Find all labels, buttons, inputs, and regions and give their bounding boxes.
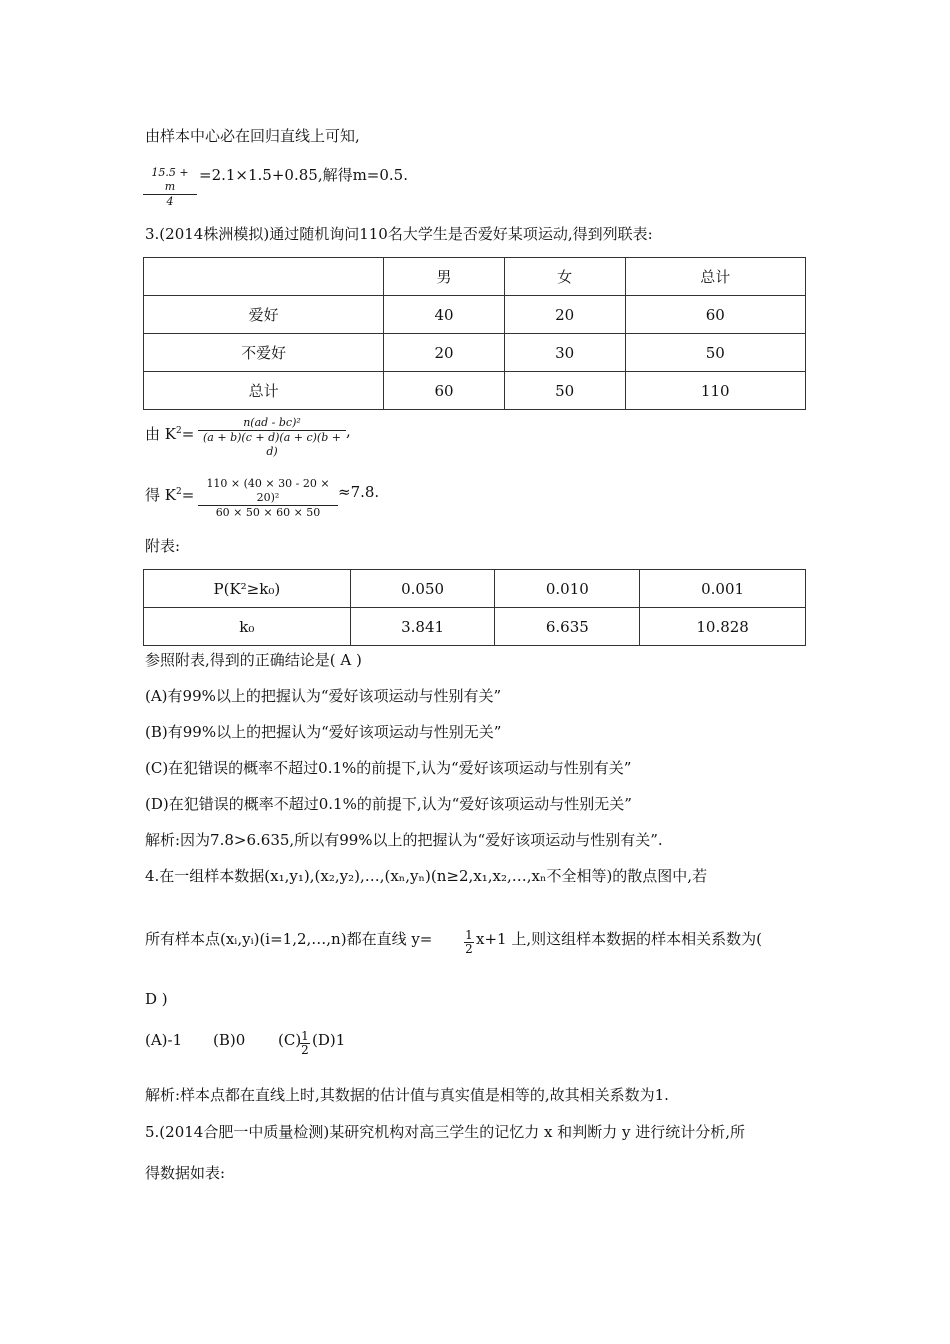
formula2-fraction [198, 477, 338, 520]
fraction-denominator: 4 [166, 195, 174, 208]
fraction-half-option [300, 1030, 310, 1057]
table-cell: 110 [625, 372, 806, 410]
table-cell: 20 [504, 296, 625, 334]
table-cell: 不爱好 [144, 334, 384, 372]
formula1-prefix [145, 421, 194, 444]
q4-line2a: 所有样本点(xᵢ,yᵢ)(i=1,2,…,n)都在直线 y= [145, 930, 433, 948]
formula1-fraction [198, 416, 346, 459]
q3-question: 参照附表,得到的正确结论是( A ) [145, 651, 362, 669]
fraction-numerator: 1 [465, 928, 473, 942]
table-cell: 男 [384, 258, 505, 296]
q3-title: 3.(2014株洲模拟)通过随机询问110名大学生是否爱好某项运动,得到列联表: [145, 225, 653, 243]
table-row [144, 334, 806, 372]
fraction-half [464, 929, 474, 956]
table-cell: 0.050 [350, 570, 495, 608]
formula1-sup: 2 [175, 426, 182, 436]
formula2-sup: 2 [175, 487, 182, 497]
table-cell: 50 [625, 334, 806, 372]
fraction-denominator: (a + b)(c + d)(a + c)(b + d) [203, 431, 341, 458]
q4-line3: D ) [145, 990, 168, 1008]
q4-option-d: (D)1 [312, 1031, 346, 1049]
q4-line2b: x+1 上,则这组样本数据的样本相关系数为( [476, 930, 762, 948]
table-cell: 20 [384, 334, 505, 372]
fraction-denominator: 2 [301, 1043, 309, 1057]
formula2-eq: = [181, 486, 195, 504]
table-cell: 女 [504, 258, 625, 296]
q4-line1: 4.在一组样本数据(x₁,y₁),(x₂,y₂),…,(xₙ,yₙ)(n≥2,x₁,x₂,…,xₙ不全相等)的散点图中,若 [145, 867, 708, 885]
table-cell: 总计 [625, 258, 806, 296]
intro-line: 由样本中心必在回归直线上可知, [145, 127, 360, 145]
appendix-label: 附表: [145, 537, 181, 555]
fraction-denominator: 2 [465, 942, 473, 956]
q5-line1: 5.(2014合肥一中质量检测)某研究机构对高三学生的记忆力 x 和判断力 y 进行统计分析,所 [145, 1123, 745, 1141]
formula1-k: 由 K [145, 425, 176, 443]
fraction-denominator: 60 × 50 × 60 × 50 [215, 506, 321, 519]
table-cell: 60 [384, 372, 505, 410]
table-cell: 0.010 [495, 570, 640, 608]
option-c: (C)在犯错误的概率不超过0.1%的前提下,认为“爱好该项运动与性别有关” [145, 759, 632, 777]
table-cell: 6.635 [495, 608, 640, 646]
table-row [144, 608, 806, 646]
q4-option-c: (C) [278, 1031, 302, 1049]
fraction-numerator: 15.5 + m [151, 166, 189, 193]
table-cell: 40 [384, 296, 505, 334]
table-cell: 30 [504, 334, 625, 372]
fraction-numerator: n(ad - bc)² [243, 416, 301, 429]
option-d: (D)在犯错误的概率不超过0.1%的前提下,认为“爱好该项运动与性别无关” [145, 795, 632, 813]
table-cell: k₀ [144, 608, 351, 646]
table-cell: 60 [625, 296, 806, 334]
table-header-row [144, 258, 806, 296]
table-cell: P(K²≥k₀) [144, 570, 351, 608]
q4-option-b: (B)0 [213, 1031, 246, 1049]
fraction-numerator: 110 × (40 × 30 - 20 × 20)² [206, 477, 330, 504]
q5-line2: 得数据如表: [145, 1164, 226, 1182]
table-cell: 爱好 [144, 296, 384, 334]
table-cell: 50 [504, 372, 625, 410]
formula1-suffix: , [346, 422, 351, 440]
q4-analysis: 解析:样本点都在直线上时,其数据的估计值与真实值是相等的,故其相关系数为1. [145, 1086, 669, 1104]
formula2-suffix: ≈7.8. [338, 483, 380, 501]
table-row [144, 570, 806, 608]
table-cell: 总计 [144, 372, 384, 410]
formula1-eq: = [181, 425, 195, 443]
fraction-numerator: 1 [301, 1029, 309, 1043]
table-row [144, 296, 806, 334]
table-cell [144, 258, 384, 296]
table-cell: 10.828 [640, 608, 806, 646]
option-b: (B)有99%以上的把握认为“爱好该项运动与性别无关” [145, 723, 502, 741]
table-row [144, 372, 806, 410]
formula2-k: 得 K [145, 486, 176, 504]
table-cell: 0.001 [640, 570, 806, 608]
critical-value-table [143, 569, 806, 646]
formula2-prefix [145, 482, 194, 505]
fraction-eq1 [143, 166, 197, 209]
option-a: (A)有99%以上的把握认为“爱好该项运动与性别有关” [145, 687, 502, 705]
q4-option-a: (A)-1 [145, 1031, 183, 1049]
contingency-table [143, 257, 806, 410]
q3-analysis: 解析:因为7.8>6.635,所以有99%以上的把握认为“爱好该项运动与性别有关”. [145, 831, 663, 849]
table-cell: 3.841 [350, 608, 495, 646]
eq1-rest: =2.1×1.5+0.85,解得m=0.5. [199, 166, 408, 184]
